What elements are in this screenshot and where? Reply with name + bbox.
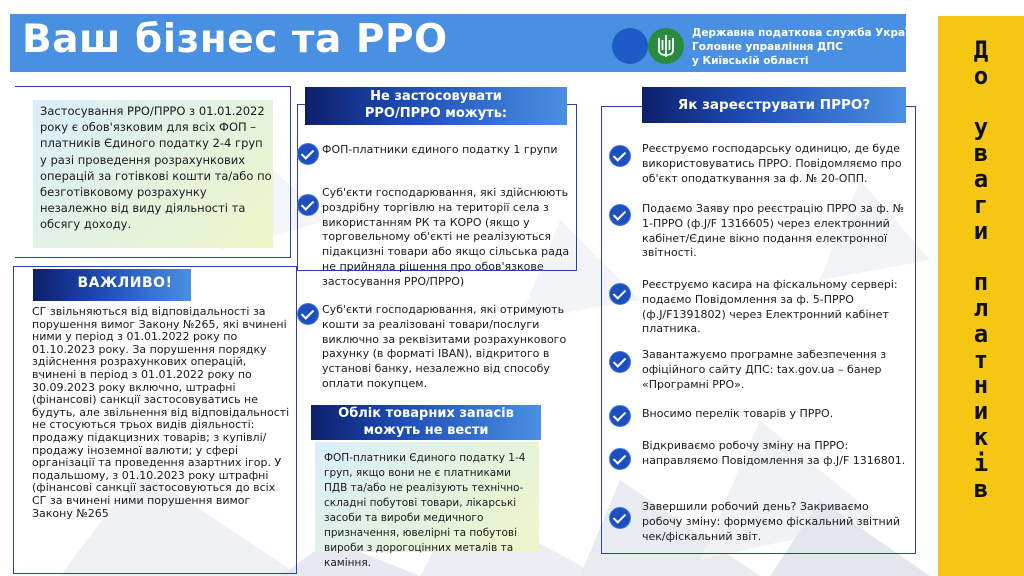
register-step: Завантажуємо програмне забезпечення з офіційного сайту ДПС: tax.gov.ua – банер «Програмні РРО».: [642, 348, 887, 391]
inventory-heading-line-2: можуть не вести: [363, 423, 489, 438]
register-step: Подаємо Заяву про реєстрацію ПРРО за ф. № 1-ПРРО (ф.J/F 1316605) через електронний кабінет/Єдине вікно подання електронної звітності.: [642, 202, 905, 260]
sidebar-letter: г: [973, 190, 989, 219]
check-icon: [297, 143, 319, 165]
org-name: [692, 26, 923, 68]
ukraine-emblem-icon: [612, 28, 648, 64]
register-step: Завершили робочий день? Закриваємо робочу зміну: формуємо фіскальний звітний чек/фіскальний звіт.: [642, 500, 901, 543]
sidebar-letter: и: [973, 397, 989, 426]
inventory-heading-line-1: Облік товарних запасів: [338, 406, 514, 421]
not-apply-heading-line-1: Не застосовувати: [370, 89, 502, 104]
check-icon: [297, 194, 319, 216]
inventory-text: ФОП-платники Єдиного податку 1-4 груп, якщо вони не є платниками ПДВ та/або не реалізують технічно-складні побутові товари, лікарські засоби та вироби медичного призначення, ювелірні та побутові вироби з дорогоцінних металів та каміння.: [324, 452, 526, 569]
sidebar-letter: в: [973, 139, 989, 168]
check-icon: [297, 303, 319, 325]
sidebar-letter: о: [973, 61, 989, 90]
not-apply-item: ФОП-платники єдиного податку 1 групи: [322, 143, 558, 156]
check-icon: [609, 145, 631, 167]
trident-icon: [648, 28, 684, 64]
not-apply-heading-line-2: РРО/ПРРО можуть:: [364, 106, 508, 121]
intro-text: Застосування РРО/ПРРО з 01.01.2022 року є обов'язковим для всіх ФОП – платників Єдиного податку 2-4 груп у разі проведення розрахункових операцій за готівкові кошти та/або по безготівковому розрахунку незалежно від виду діяльності та обсягу доходу.: [40, 104, 272, 232]
sidebar-letter: а: [973, 319, 989, 348]
check-icon: [609, 405, 631, 427]
org-line-1: Державна податкова служба України: [692, 27, 924, 39]
inventory-heading: [311, 405, 541, 439]
sidebar-letter: п: [973, 268, 989, 297]
check-icon: [609, 351, 631, 373]
sidebar-letter: і: [973, 448, 989, 477]
register-step: Реєструємо господарську одиницю, де буде використовуватись ПРРО. Повідомляємо про об'єкт оподаткування за ф. № 20-ОПП.: [642, 142, 902, 185]
not-apply-item: Суб'єкти господарювання, які здійснюють роздрібну торгівлю на території села з використанням РК та КОРО (якщо у торговельному об'єкті не реалізуються підакцизні товари або якщо сільська рада не прийняла рішення про обов'язкове застосування РРО/ПРРО): [322, 186, 570, 288]
important-heading: ВАЖЛИВО!: [77, 275, 173, 291]
sidebar-vertical-text: [938, 38, 1024, 502]
page-title: Ваш бізнес та РРО: [22, 17, 448, 62]
sidebar-letter: [938, 244, 1024, 270]
sidebar-letter: т: [973, 345, 989, 374]
check-icon: [609, 283, 631, 305]
sidebar-letter: [938, 90, 1024, 116]
not-apply-item: Суб'єкти господарювання, які отримують кошти за реалізовані товари/послуги виключно за реквізитами розрахункового рахунку (в форматі IBAN), відкритого в установі банку, незалежно від способу оплати покупцем.: [322, 303, 567, 390]
sidebar-letter: к: [973, 422, 989, 451]
check-icon: [609, 507, 631, 529]
sidebar-letter: а: [973, 164, 989, 193]
register-heading: Як зареєструвати ПРРО?: [677, 97, 871, 113]
register-step: Реєструємо касира на фіскальному сервері: подаємо Повідомлення за ф. 5-ПРРО (ф.J/F1391802) через Електронний кабінет платника.: [642, 278, 898, 336]
sidebar-letter: и: [973, 216, 989, 245]
sidebar-letter: л: [973, 293, 989, 322]
check-icon: [609, 204, 631, 226]
important-text: СГ звільняються від відповідальності за порушення вимог Закону №265, які вчинені ними у період з 01.01.2022 року по 01.10.2023 року. За порушення порядку здійснення розрахункових операцій, вчинені в період з 01.01.2022 року по 30.09.2023 року включно, штрафні (фінансові) санкції застосовуватись не будуть, але звільнення від відповідальності не стосуються трьох видів діяльності: продажу підакцизних товарів; з купівлі/продажу іноземної валюти; у сфері організації та проведення азартних ігор. У подальшому, з 01.10.2023 року штрафні (фінансові санкції застосовуються до всіх СГ за вчинені ними порушення вимог Закону №265: [32, 305, 290, 520]
sidebar-letter: в: [973, 474, 989, 503]
org-line-2: Головне управління ДПС: [692, 41, 843, 53]
not-apply-heading: [305, 88, 567, 122]
sidebar-letter: н: [973, 371, 989, 400]
sidebar-letter: Д: [973, 36, 989, 64]
check-icon: [609, 448, 631, 470]
register-step: Вносимо перелік товарів у ПРРО.: [642, 407, 834, 420]
register-step: Відкриваємо робочу зміну на ПРРО: направляємо Повідомлення за ф.J/F 1316801.: [642, 439, 906, 467]
org-line-3: у Київській області: [692, 55, 809, 67]
sidebar-letter: у: [973, 113, 989, 142]
